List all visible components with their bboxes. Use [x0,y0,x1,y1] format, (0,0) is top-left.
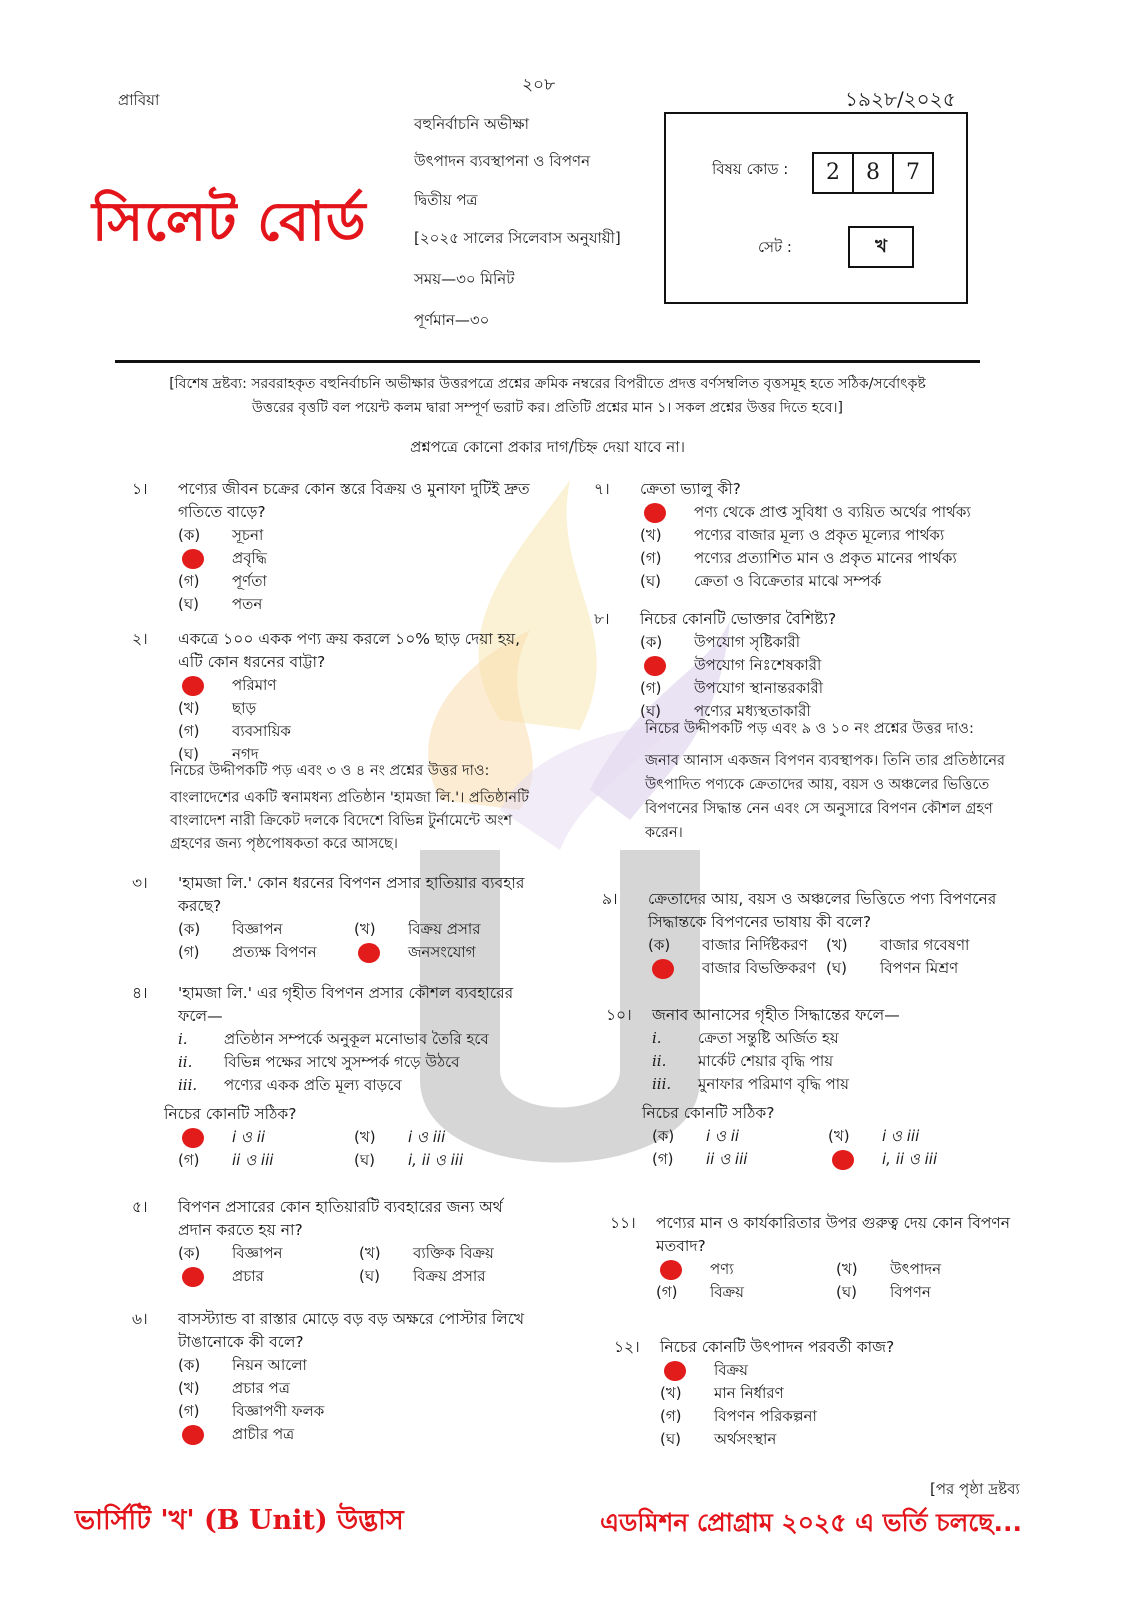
code-digit: 8 [852,152,894,194]
question-2 [132,628,530,766]
header-divider [115,360,980,363]
which-correct: নিচের কোনটি সঠিক? [642,1104,775,1122]
passage-1 [170,760,532,856]
option-gha[interactable]: (ঘ) পতন [178,595,263,613]
question-number: ৫। [132,1198,148,1216]
question-stem: ক্রেতাদের আয়, বয়স ও অঞ্চলের ভিত্তিতে পণ্য বিপণনের সিদ্ধান্তকে বিপণনের ভাষায় কী বলে? [648,890,997,931]
answer-mark [652,959,674,979]
subject-code-box [664,112,968,304]
option-kha[interactable]: (খ) মান নির্ধারণ [660,1384,784,1402]
question-6 [132,1308,540,1446]
option-ga[interactable]: বাজার বিভক্তিকরণ [648,957,826,980]
option-ga[interactable]: প্রচার [178,1265,359,1288]
passage-text: বাংলাদেশের একটি স্বনামধন্য প্রতিষ্ঠান 'হামজা লি.'। প্রতিষ্ঠানটি বাংলাদেশ নারী ক্রিকেট দলকে বিদেশে বিভিন্ন টুর্নামেন্টে অংশ গ্রহণের জন্য পৃষ্ঠপোষকতা করে আসছে। [170,790,530,852]
statement-iii: iii. মুনাফার পরিমাণ বৃদ্ধি পায় [652,1075,849,1093]
question-number: ১০। [606,1006,632,1024]
option-ka[interactable]: (ক) উপযোগ সৃষ্টিকারী [640,633,801,651]
question-number: ৮। [594,610,610,628]
question-stem: ক্রেতা ভ্যালু কী? [640,480,741,498]
option-kha[interactable]: (খ) প্রচার পত্র [178,1379,290,1397]
board-title: সিলেট বোর্ড [92,189,367,253]
option-ka[interactable]: (ক) বিজ্ঞাপন [178,920,283,938]
passage-2 [645,718,1005,845]
answer-mark [644,656,666,676]
short-name: প্রাবিয়া [118,91,160,109]
subject-name: উৎপাদন ব্যবস্থাপনা ও বিপণন [414,152,591,170]
question-number: ৩। [132,874,148,892]
question-7 [594,478,1000,593]
question-number: ১২। [614,1338,640,1356]
question-12 [614,1336,1000,1451]
option-ka[interactable]: (ক) বাজার নির্দিষ্টকরণ [648,936,808,954]
option-gha[interactable]: (ঘ) i, ii ও iii [354,1151,464,1169]
question-stem: বাসস্ট্যান্ড বা রাস্তার মোড়ে বড় বড় অক্ষরে পোস্টার লিখে টাঙানোকে কী বলে? [178,1310,525,1351]
question-number: ১১। [610,1214,636,1232]
question-10 [606,1004,1004,1171]
exam-time: সময়—৩০ মিনিট [414,270,515,288]
question-stem: 'হামজা লি.' এর গৃহীত বিপণন প্রসার কৌশল ব্যবহারের ফলে— [178,984,514,1025]
passage-text: জনাব আনাস একজন বিপণন ব্যবস্থাপক। তিনি তার প্রতিষ্ঠানের উৎপাদিত পণ্যকে ক্রেতাদের আয়, বয়স ও অঞ্চলের ভিত্তিতে বিপণনের সিদ্ধান্ত নেন এবং সে অনুসারে বিপণন কৌশল গ্রহণ করেন। [645,753,1005,841]
question-number: ১। [132,480,148,498]
full-marks: পূর্ণমান—৩০ [414,311,490,329]
answer-mark [182,1425,204,1445]
syllabus-note: [২০২৫ সালের সিলেবাস অনুযায়ী] [414,229,621,247]
option-kha[interactable]: (খ) i ও iii [354,1128,446,1146]
option-gha[interactable]: (ঘ) বিক্রয় প্রসার [359,1267,486,1285]
set-label: সেট : [758,238,792,256]
option-ga[interactable]: (গ) পণ্যের প্রত্যাশিত মান ও প্রকৃত মানের পার্থক্য [640,549,957,567]
option-ga[interactable]: (গ) ব্যবসায়িক [178,722,291,740]
subject-code-digits [814,152,934,194]
statement-ii: ii. মার্কেট শেয়ার বৃদ্ধি পায় [652,1052,834,1070]
passage-intro: নিচের উদ্দীপকটি পড় এবং ৩ ও ৪ নং প্রশ্নের উত্তর দাও: [170,763,490,779]
option-kha[interactable]: (খ) ব্যক্তিক বিক্রয় [359,1244,494,1262]
option-gha[interactable]: (ঘ) বিপণন [836,1283,931,1301]
code-digit: 7 [892,152,934,194]
serial-number: ১৯২৮/২০২৫ [845,87,956,111]
answer-mark [660,1260,682,1280]
option-ka[interactable]: পরিমাণ [178,674,530,697]
option-ga[interactable]: (গ) বিক্রয় [656,1283,745,1301]
statement-iii: iii. পণ্যের একক প্রতি মূল্য বাড়বে [178,1076,402,1094]
answer-mark [182,676,204,696]
option-ka[interactable]: (ক) বিজ্ঞাপন [178,1244,283,1262]
answer-mark [182,549,204,569]
option-ga[interactable]: (গ) প্রত্যক্ষ বিপণন [178,943,317,961]
option-kha[interactable]: (খ) ছাড় [178,699,257,717]
question-number: ৪। [132,984,148,1002]
statement-i: i. প্রতিষ্ঠান সম্পর্কে অনুকূল মনোভাব তৈরি হবে [178,1030,489,1048]
option-gha[interactable]: (ঘ) বিপণন মিশ্রণ [826,959,959,977]
option-gha[interactable]: i, ii ও iii [828,1148,1004,1171]
question-stem: 'হামজা লি.' কোন ধরনের বিপণন প্রসার হাতিয়ার ব্যবহার করছে? [178,874,525,915]
question-number: ৯। [602,890,618,908]
subject-code-label: বিষয় কোড : [712,160,789,178]
question-9 [602,888,1000,980]
option-kha[interactable]: (খ) পণ্যের বাজার মূল্য ও প্রকৃত মূল্যের পার্থক্য [640,526,945,544]
paper-name: দ্বিতীয় পত্র [414,191,478,209]
question-stem: একত্রে ১০০ একক পণ্য ক্রয় করলে ১০% ছাড় দেয়া হয়, এটি কোন ধরনের বাট্টা? [178,630,520,671]
next-page-note: [পর পৃষ্ঠা দ্রষ্টব্য [930,1480,1020,1498]
option-gha[interactable]: (ঘ) পণ্যের মধ্যস্থতাকারী [640,702,811,720]
instruction-line-3: প্রশ্নপত্রে কোনো প্রকার দাগ/চিহ্ন দেয়া যাবে না। [410,438,685,456]
question-number: ২। [132,630,148,648]
option-ka[interactable]: (ক) সূচনা [178,526,264,544]
option-kha[interactable]: উপযোগ নিঃশেষকারী [640,654,1000,677]
passage-intro: নিচের উদ্দীপকটি পড় এবং ৯ ও ১০ নং প্রশ্নের উত্তর দাও: [645,721,974,737]
instruction-line-1: [বিশেষ দ্রষ্টব্য: সরবরাহকৃত বহুনির্বাচনি অভীক্ষার উত্তরপত্রে প্রশ্নের ক্রমিক নম্বরের বিপরীতে প্রদত্ত বর্ণসম্বলিত বৃত্তসমূহ হতে সঠিক/সর্বোৎকৃষ্ট [169,376,926,392]
option-ga[interactable]: (গ) ii ও iii [178,1151,274,1169]
page-number: ২০৮ [522,75,556,95]
option-ga[interactable]: (গ) উপযোগ স্থানান্তরকারী [640,679,824,697]
code-digit: 2 [812,152,854,194]
statement-i: i. ক্রেতা সন্তুষ্টি অর্জিত হয় [652,1029,839,1047]
instruction-line-2: উত্তরের বৃত্তটি বল পয়েন্ট কলম দ্বারা সম্পূর্ণ ভরাট কর। প্রতিটি প্রশ্নের মান ১। সকল প্রশ্নের উত্তর দিতে হবে।] [252,400,843,416]
option-ga[interactable]: (গ) বিজ্ঞাপণী ফলক [178,1402,325,1420]
question-number: ৬। [132,1310,148,1328]
answer-mark [182,1128,204,1148]
option-kha[interactable]: (খ) উৎপাদন [836,1260,942,1278]
set-value: খ [848,226,914,268]
option-gha[interactable]: (ঘ) নগদ [178,745,259,763]
option-ka[interactable]: i ও ii [178,1126,354,1149]
answer-mark [358,943,380,963]
question-8 [594,608,1000,723]
question-number: ৭। [594,480,610,498]
question-stem: পণ্যের জীবন চক্রের কোন স্তরে বিক্রয় ও মুনাফা দুটিই দ্রুত গতিতে বাড়ে? [178,480,530,521]
option-ka[interactable]: (ক) নিয়ন আলো [178,1356,307,1374]
question-stem: পণ্যের মান ও কার্যকারিতার উপর গুরুত্ব দেয় কোন বিপণন মতবাদ? [656,1214,1010,1255]
option-ka[interactable]: পণ্য [656,1258,836,1281]
question-stem: জনাব আনাসের গৃহীত সিদ্ধান্তের ফলে— [652,1006,900,1024]
option-ka[interactable]: (ক) i ও ii [652,1127,740,1145]
option-gha[interactable]: জনসংযোগ [354,941,530,964]
question-stem: বিপণন প্রসারের কোন হাতিয়ারটি ব্যবহারের জন্য অর্থ প্রদান করতে হয় না? [178,1198,503,1239]
exam-type: বহুনির্বাচনি অভীক্ষা [414,115,529,133]
option-gha[interactable]: (ঘ) ক্রেতা ও বিক্রেতার মাঝে সম্পর্ক [640,572,882,590]
question-3 [132,872,530,964]
option-ga[interactable]: (গ) ii ও iii [652,1150,748,1168]
option-kha[interactable]: (খ) বিক্রয় প্রসার [354,920,481,938]
question-4 [132,982,530,1172]
option-kha[interactable]: (খ) i ও iii [828,1127,920,1145]
option-ga[interactable]: (গ) পূর্ণতা [178,572,267,590]
question-1 [132,478,530,616]
question-5 [132,1196,540,1288]
footer-ad-right: এডমিশন প্রোগ্রাম ২০২৫ এ ভর্তি চলছে... [600,1508,1022,1537]
option-ga[interactable]: (গ) বিপণন পরিকল্পনা [660,1407,817,1425]
option-ka[interactable]: বিক্রয় [660,1359,1000,1382]
option-gha[interactable]: (ঘ) অর্থসংস্থান [660,1430,777,1448]
statement-ii: ii. বিভিন্ন পক্ষের সাথে সুসম্পর্ক গড়ে উঠবে [178,1053,460,1071]
answer-mark [644,503,666,523]
question-11 [610,1212,1016,1304]
answer-mark [832,1150,854,1170]
answer-mark [182,1267,204,1287]
question-stem: নিচের কোনটি উৎপাদন পরবর্তী কাজ? [660,1338,895,1356]
footer-ad-left: ভার্সিটি 'খ' (B Unit) উদ্ভাস [75,1505,404,1536]
which-correct: নিচের কোনটি সঠিক? [164,1105,297,1123]
option-gha[interactable]: প্রাচীর পত্র [178,1423,540,1446]
option-ka[interactable]: পণ্য থেকে প্রাপ্ত সুবিধা ও ব্যয়িত অর্থের পার্থক্য [640,501,1000,524]
option-kha[interactable]: (খ) বাজার গবেষণা [826,936,970,954]
question-stem: নিচের কোনটি ভোক্তার বৈশিষ্ট্য? [640,610,837,628]
option-kha[interactable]: প্রবৃদ্ধি [178,547,530,570]
answer-mark [664,1361,686,1381]
